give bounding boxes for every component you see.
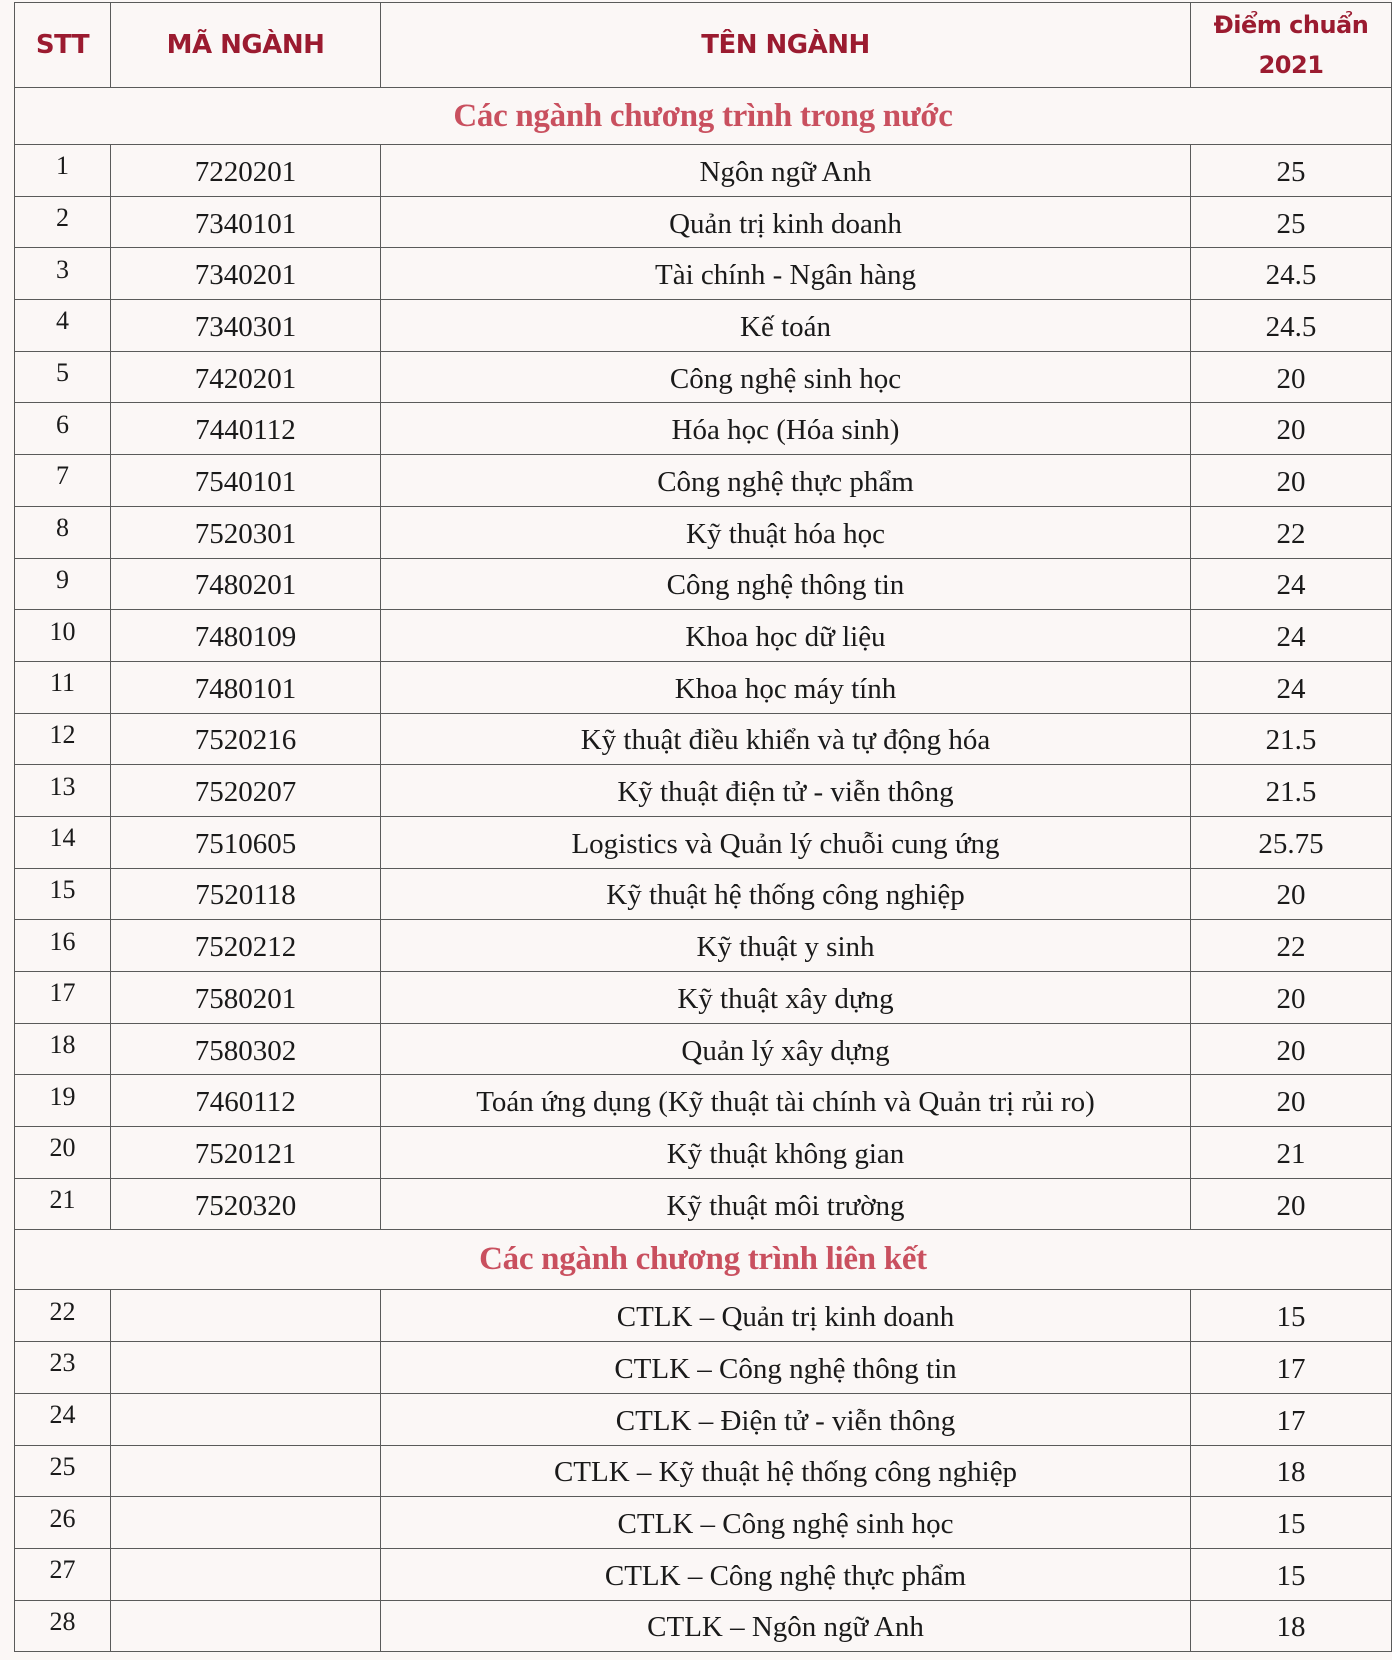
row-stt: 10 — [15, 610, 111, 662]
row-name: Toán ứng dụng (Kỹ thuật tài chính và Quản trị rủi ro) — [381, 1075, 1191, 1127]
row-stt: 13 — [15, 765, 111, 817]
row-score: 21.5 — [1191, 765, 1392, 817]
row-name: Kỹ thuật hệ thống công nghiệp — [381, 868, 1191, 920]
row-code: 7520121 — [111, 1127, 381, 1179]
row-stt: 28 — [15, 1600, 111, 1652]
row-name: Công nghệ thực phẩm — [381, 455, 1191, 507]
table-row — [15, 455, 1392, 507]
table-row — [15, 920, 1392, 972]
row-score: 20 — [1191, 1075, 1392, 1127]
row-score: 22 — [1191, 506, 1392, 558]
row-stt: 7 — [15, 455, 111, 507]
table-row — [15, 1290, 1392, 1342]
row-score: 18 — [1191, 1445, 1392, 1497]
header-code: MÃ NGÀNH — [111, 3, 381, 88]
row-stt: 5 — [15, 351, 111, 403]
row-stt: 3 — [15, 248, 111, 300]
row-code: 7520207 — [111, 765, 381, 817]
row-name: Tài chính - Ngân hàng — [381, 248, 1191, 300]
row-stt: 4 — [15, 300, 111, 352]
row-score: 18 — [1191, 1600, 1392, 1652]
table-row — [15, 1342, 1392, 1394]
row-score: 17 — [1191, 1342, 1392, 1394]
row-score: 24.5 — [1191, 300, 1392, 352]
admission-score-table — [14, 2, 1392, 1652]
table-row — [15, 765, 1392, 817]
row-name: Công nghệ thông tin — [381, 558, 1191, 610]
table-row — [15, 351, 1392, 403]
row-code: 7460112 — [111, 1075, 381, 1127]
row-score: 20 — [1191, 868, 1392, 920]
row-code: 7540101 — [111, 455, 381, 507]
row-code: 7440112 — [111, 403, 381, 455]
row-stt: 15 — [15, 868, 111, 920]
row-name: CTLK – Điện tử - viễn thông — [381, 1393, 1191, 1445]
table-header-row — [15, 3, 1392, 88]
row-stt: 1 — [15, 145, 111, 197]
header-score-label: Điểm chuẩn — [1213, 11, 1369, 39]
row-code: 7520320 — [111, 1178, 381, 1230]
table-row — [15, 1497, 1392, 1549]
row-stt: 23 — [15, 1342, 111, 1394]
row-code — [111, 1290, 381, 1342]
section-title: Các ngành chương trình liên kết — [15, 1230, 1392, 1290]
row-stt: 8 — [15, 506, 111, 558]
table-row — [15, 868, 1392, 920]
row-code: 7480201 — [111, 558, 381, 610]
row-name: Kế toán — [381, 300, 1191, 352]
row-score: 20 — [1191, 351, 1392, 403]
row-score: 20 — [1191, 403, 1392, 455]
row-name: Quản lý xây dựng — [381, 1023, 1191, 1075]
row-code: 7580302 — [111, 1023, 381, 1075]
table-row — [15, 1393, 1392, 1445]
table-row — [15, 1127, 1392, 1179]
row-score: 15 — [1191, 1548, 1392, 1600]
row-code: 7520212 — [111, 920, 381, 972]
row-name: Kỹ thuật xây dựng — [381, 972, 1191, 1024]
row-score: 24 — [1191, 661, 1392, 713]
row-name: Công nghệ sinh học — [381, 351, 1191, 403]
row-score: 24.5 — [1191, 248, 1392, 300]
row-name: Hóa học (Hóa sinh) — [381, 403, 1191, 455]
table-row — [15, 1445, 1392, 1497]
row-stt: 20 — [15, 1127, 111, 1179]
row-stt: 2 — [15, 196, 111, 248]
row-code: 7420201 — [111, 351, 381, 403]
table-row — [15, 1548, 1392, 1600]
row-score: 22 — [1191, 920, 1392, 972]
row-name: CTLK – Công nghệ sinh học — [381, 1497, 1191, 1549]
table-row — [15, 713, 1392, 765]
row-name: CTLK – Công nghệ thực phẩm — [381, 1548, 1191, 1600]
row-code: 7480109 — [111, 610, 381, 662]
row-code — [111, 1600, 381, 1652]
table-row — [15, 300, 1392, 352]
table-row — [15, 196, 1392, 248]
row-name: CTLK – Ngôn ngữ Anh — [381, 1600, 1191, 1652]
section-row — [15, 88, 1392, 145]
row-name: Kỹ thuật y sinh — [381, 920, 1191, 972]
table-body — [15, 88, 1392, 1652]
row-code: 7510605 — [111, 816, 381, 868]
row-name: Kỹ thuật điều khiển và tự động hóa — [381, 713, 1191, 765]
row-code: 7480101 — [111, 661, 381, 713]
row-code: 7340301 — [111, 300, 381, 352]
row-name: Khoa học dữ liệu — [381, 610, 1191, 662]
header-name: TÊN NGÀNH — [381, 3, 1191, 88]
row-score: 24 — [1191, 558, 1392, 610]
table-row — [15, 610, 1392, 662]
row-code — [111, 1393, 381, 1445]
row-score: 21 — [1191, 1127, 1392, 1179]
row-code: 7220201 — [111, 145, 381, 197]
row-code — [111, 1497, 381, 1549]
table-row — [15, 403, 1392, 455]
row-code: 7340201 — [111, 248, 381, 300]
row-code: 7580201 — [111, 972, 381, 1024]
table-row — [15, 506, 1392, 558]
row-name: Logistics và Quản lý chuỗi cung ứng — [381, 816, 1191, 868]
row-stt: 21 — [15, 1178, 111, 1230]
table-row — [15, 1178, 1392, 1230]
table-row — [15, 661, 1392, 713]
section-row — [15, 1230, 1392, 1290]
row-stt: 11 — [15, 661, 111, 713]
row-name: Kỹ thuật điện tử - viễn thông — [381, 765, 1191, 817]
row-stt: 12 — [15, 713, 111, 765]
table-row — [15, 816, 1392, 868]
section-title: Các ngành chương trình trong nước — [15, 88, 1392, 145]
row-stt: 9 — [15, 558, 111, 610]
header-score — [1191, 3, 1392, 88]
row-code: 7520216 — [111, 713, 381, 765]
row-stt: 26 — [15, 1497, 111, 1549]
row-score: 25 — [1191, 196, 1392, 248]
row-score: 25.75 — [1191, 816, 1392, 868]
row-score: 25 — [1191, 145, 1392, 197]
row-name: Kỹ thuật môi trường — [381, 1178, 1191, 1230]
row-stt: 6 — [15, 403, 111, 455]
table-row — [15, 145, 1392, 197]
table-row — [15, 558, 1392, 610]
row-code — [111, 1548, 381, 1600]
row-stt: 27 — [15, 1548, 111, 1600]
row-name: CTLK – Công nghệ thông tin — [381, 1342, 1191, 1394]
row-score: 20 — [1191, 972, 1392, 1024]
row-stt: 25 — [15, 1445, 111, 1497]
row-stt: 17 — [15, 972, 111, 1024]
row-name: CTLK – Quản trị kinh doanh — [381, 1290, 1191, 1342]
table-row — [15, 248, 1392, 300]
row-score: 15 — [1191, 1290, 1392, 1342]
row-stt: 19 — [15, 1075, 111, 1127]
row-stt: 18 — [15, 1023, 111, 1075]
table-row — [15, 972, 1392, 1024]
row-code — [111, 1445, 381, 1497]
row-name: Kỹ thuật hóa học — [381, 506, 1191, 558]
row-score: 24 — [1191, 610, 1392, 662]
row-code: 7340101 — [111, 196, 381, 248]
row-name: Khoa học máy tính — [381, 661, 1191, 713]
row-code: 7520301 — [111, 506, 381, 558]
header-stt: STT — [15, 3, 111, 88]
row-score: 17 — [1191, 1393, 1392, 1445]
table-row — [15, 1023, 1392, 1075]
row-stt: 22 — [15, 1290, 111, 1342]
row-score: 15 — [1191, 1497, 1392, 1549]
header-score-year: 2021 — [1258, 51, 1324, 79]
row-stt: 14 — [15, 816, 111, 868]
row-stt: 24 — [15, 1393, 111, 1445]
row-score: 20 — [1191, 1023, 1392, 1075]
row-code — [111, 1342, 381, 1394]
row-score: 20 — [1191, 455, 1392, 507]
table-row — [15, 1075, 1392, 1127]
row-score: 21.5 — [1191, 713, 1392, 765]
row-name: CTLK – Kỹ thuật hệ thống công nghiệp — [381, 1445, 1191, 1497]
row-name: Quản trị kinh doanh — [381, 196, 1191, 248]
row-stt: 16 — [15, 920, 111, 972]
table-row — [15, 1600, 1392, 1652]
row-score: 20 — [1191, 1178, 1392, 1230]
row-name: Kỹ thuật không gian — [381, 1127, 1191, 1179]
row-name: Ngôn ngữ Anh — [381, 145, 1191, 197]
row-code: 7520118 — [111, 868, 381, 920]
